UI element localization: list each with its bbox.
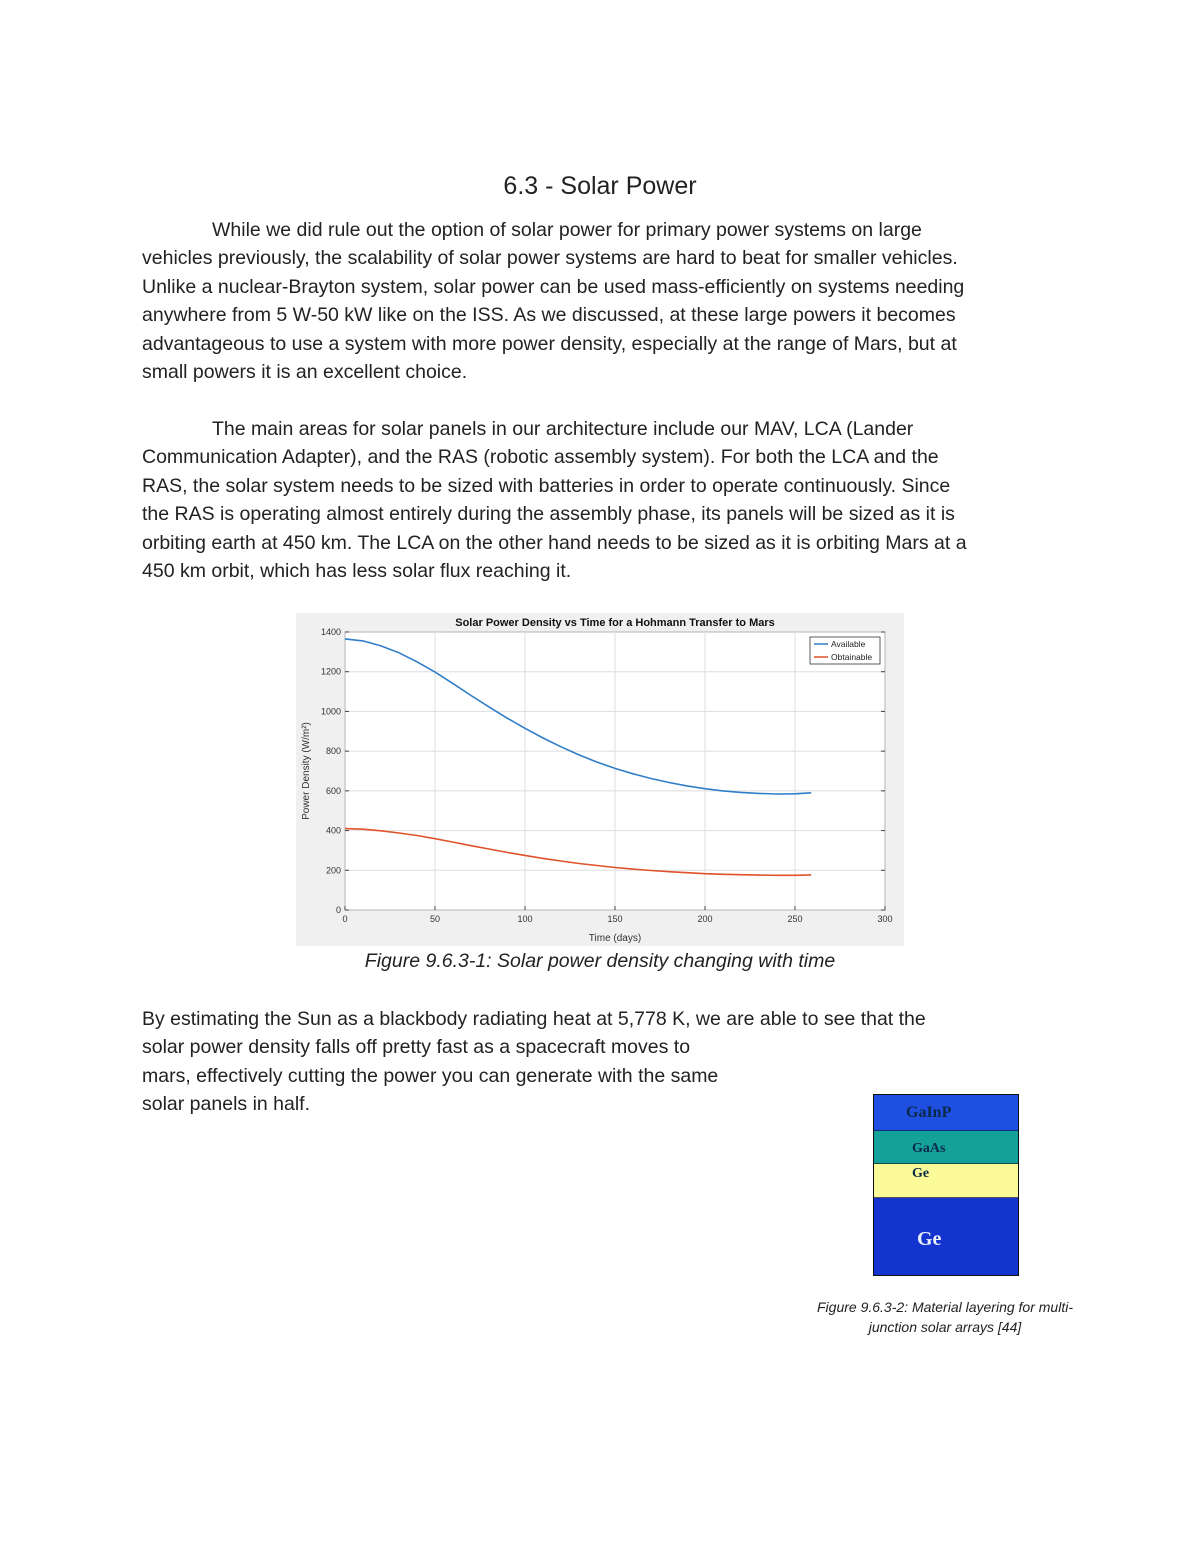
text-line: the RAS is operating almost entirely during the assembly phase, its panels will be sized as it is — [142, 503, 955, 526]
solar-power-density-chart — [296, 613, 904, 946]
y-tick-label: 1400 — [320, 627, 341, 637]
layer-label: Ge — [912, 1166, 930, 1181]
text-line: vehicles previously, the scalability of solar power systems are hard to beat for smaller vehicles. — [142, 247, 958, 270]
multi-junction-layer-diagram — [873, 1094, 1019, 1276]
x-axis-label: Time (days) — [588, 933, 642, 944]
text-line: solar panels in half. — [142, 1093, 311, 1116]
y-tick-label: 200 — [325, 865, 341, 876]
y-tick-label: 1200 — [320, 666, 341, 677]
text-line: advantageous to use a system with more power density, especially at the range of Mars, but at — [142, 332, 957, 355]
layer-gainp — [874, 1095, 1018, 1131]
x-tick-label: 250 — [787, 914, 803, 924]
text-line: orbiting earth at 450 km. The LCA on the other hand needs to be sized as it is orbiting Mars at a — [142, 531, 967, 554]
layer-label: Ge — [917, 1228, 942, 1250]
figure-1-caption: Figure 9.6.3-1: Solar power density changing with time — [364, 950, 836, 972]
text-line: 450 km orbit, which has less solar flux reaching it. — [142, 560, 572, 583]
y-tick-label: 600 — [325, 785, 341, 796]
legend-label-available: Available — [831, 639, 866, 649]
x-tick-label: 300 — [877, 914, 893, 924]
text-line: The main areas for solar panels in our architecture include our MAV, LCA (Lander — [212, 418, 914, 440]
text-line: Communication Adapter), and the RAS (robotic assembly system). For both the LCA and the — [142, 446, 939, 469]
chart-title: Solar Power Density vs Time for a Hohmann Transfer to Mars — [455, 617, 775, 629]
x-tick-label: 200 — [697, 914, 713, 924]
layer-ge-thin — [874, 1164, 1018, 1198]
x-tick-label: 150 — [607, 914, 623, 924]
x-tick-label: 0 — [342, 914, 348, 924]
y-tick-label: 1000 — [320, 706, 341, 717]
text-line: While we did rule out the option of solar power for primary power systems on large — [212, 219, 922, 241]
text-line: mars, effectively cutting the power you can generate with the same — [142, 1064, 719, 1087]
y-axis-label: Power Density (W/m²) — [301, 722, 312, 820]
text-line: By estimating the Sun as a blackbody radiating heat at 5,778 K, we are able to see that the — [142, 1008, 926, 1030]
text-line: solar power density falls off pretty fast as a spacecraft moves to — [142, 1036, 691, 1059]
text-line: RAS, the solar system needs to be sized with batteries in order to operate continuously. Since — [142, 474, 951, 497]
paragraph-solar-intro — [142, 216, 1067, 386]
text-line: small powers it is an excellent choice. — [142, 361, 468, 384]
x-tick-label: 50 — [429, 914, 441, 924]
x-tick-label: 100 — [517, 914, 533, 924]
figure-2-caption: Figure 9.6.3-2: Material layering for multi-junction solar arrays [44] — [817, 1299, 1073, 1335]
layer-label: GaInP — [906, 1104, 952, 1121]
legend-label-obtainable: Obtainable — [831, 652, 873, 662]
chart-svg — [296, 613, 904, 946]
text-line: Unlike a nuclear-Brayton system, solar power can be used mass-efficiently on systems needing — [142, 275, 965, 298]
legend — [810, 637, 880, 664]
section-heading: 6.3 - Solar Power — [503, 172, 697, 200]
paragraph-solar-architecture — [142, 415, 1067, 585]
layer-label: GaAs — [912, 1141, 946, 1156]
layer-gaas — [874, 1131, 1018, 1164]
text-line: anywhere from 5 W-50 kW like on the ISS. As we discussed, at these large powers it becomes — [142, 304, 956, 327]
y-tick-label: 400 — [325, 825, 341, 836]
y-tick-label: 800 — [325, 746, 341, 757]
layer-ge-substrate — [874, 1198, 1018, 1275]
y-tick-label: 0 — [335, 905, 341, 915]
